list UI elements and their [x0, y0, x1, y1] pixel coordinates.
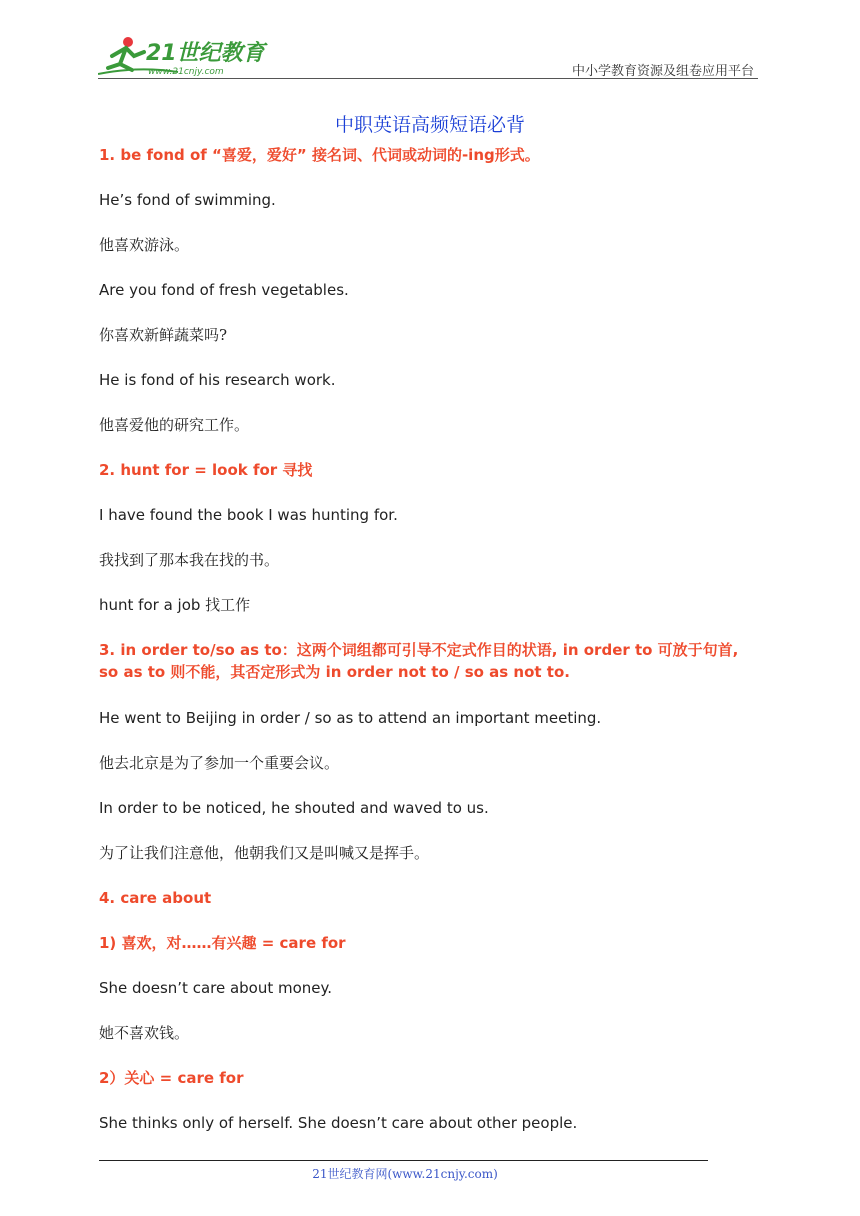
- site-logo: [98, 34, 268, 77]
- example-zh: 为了让我们注意他，他朝我们又是叫喊又是挥手。: [99, 844, 430, 862]
- example-en: In order to be noticed, he shouted and waved to us.: [99, 799, 489, 817]
- heading-2: 2. hunt for = look for 寻找: [99, 461, 313, 479]
- example-zh: 他去北京是为了参加一个重要会议。: [99, 754, 340, 772]
- example-zh: 你喜欢新鲜蔬菜吗?: [99, 326, 228, 344]
- runner-logo-icon: [98, 34, 268, 78]
- example-zh: 我找到了那本我在找的书。: [99, 551, 280, 569]
- header-platform-text: 中小学教育资源及组卷应用平台: [571, 64, 754, 79]
- example-en: He is fond of his research work.: [99, 371, 336, 389]
- header-divider: [98, 78, 758, 79]
- example-en: I have found the book I was hunting for.: [99, 506, 398, 524]
- heading-3: 3. in order to/so as to：这两个词组都可引导不定式作目的状语, in order to 可放于句首,: [99, 641, 739, 659]
- svg-text:www.21cnjy.com: www.21cnjy.com: [148, 67, 224, 77]
- example-en: She doesn’t care about money.: [99, 979, 333, 997]
- page-header: [98, 30, 758, 82]
- example-zh: 她不喜欢钱。: [99, 1024, 190, 1042]
- example-zh: 他喜爱他的研究工作。: [99, 416, 250, 434]
- example-en: He went to Beijing in order / so as to attend an important meeting.: [99, 709, 602, 727]
- heading-1: 1. be fond of “喜爱，爱好” 接名词、代词或动词的-ing形式。: [99, 146, 540, 164]
- example-en: She thinks only of herself. She doesn’t care about other people.: [99, 1114, 578, 1132]
- svg-text:21世纪教育: 21世纪教育: [146, 41, 265, 66]
- document-title: 中职英语高频短语必背: [334, 114, 525, 136]
- heading-4: 4. care about: [99, 889, 212, 907]
- heading-3-cont: so as to 则不能，其否定形式为 in order not to / so as not to.: [99, 663, 570, 681]
- example-en: He’s fond of swimming.: [99, 191, 276, 209]
- subheading-4-2: 2）关心 = care for: [99, 1069, 244, 1087]
- example-en: hunt for a job 找工作: [99, 596, 251, 614]
- example-en: Are you fond of fresh vegetables.: [99, 281, 349, 299]
- example-zh: 他喜欢游泳。: [99, 236, 190, 254]
- footer-text: 21世纪教育网(www.21cnjy.com): [312, 1167, 498, 1181]
- subheading-4-1: 1) 喜欢，对……有兴趣 = care for: [99, 934, 346, 952]
- footer-divider: [99, 1160, 708, 1161]
